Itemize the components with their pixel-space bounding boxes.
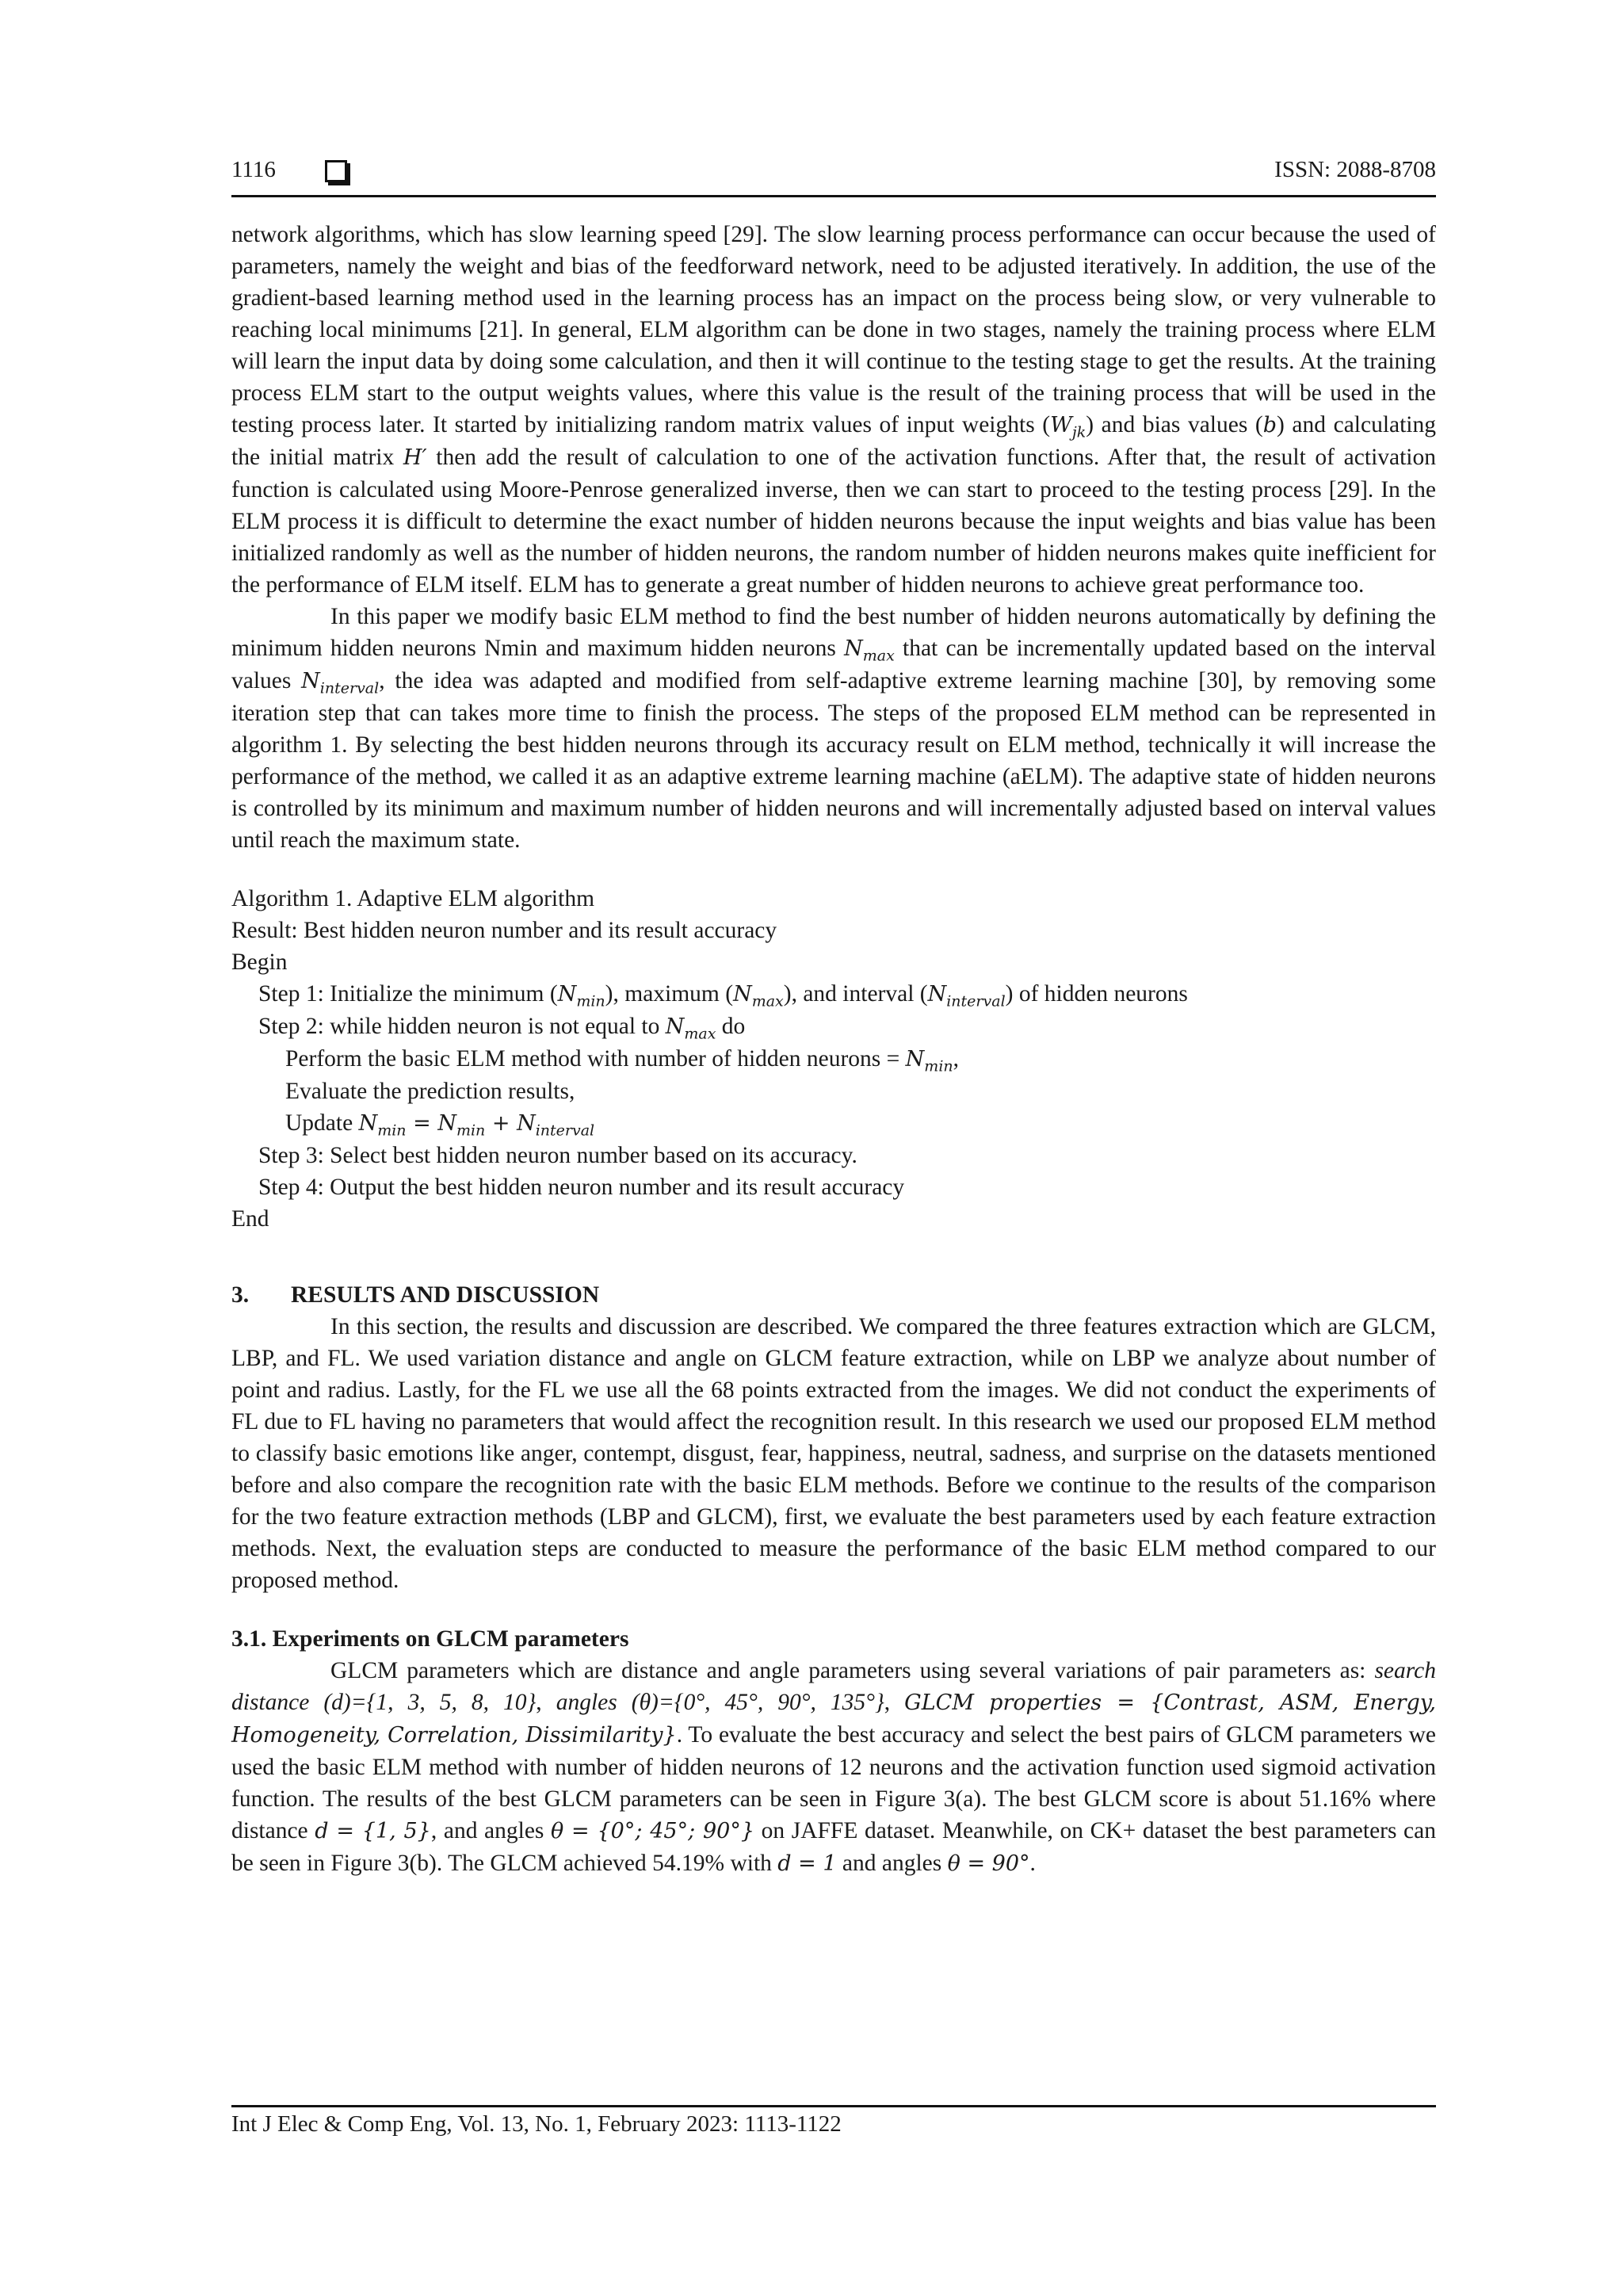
algorithm-evaluate-line: Evaluate the prediction results, bbox=[285, 1079, 575, 1104]
square-bullet-icon bbox=[325, 160, 347, 182]
footer-rule bbox=[231, 2105, 1436, 2107]
algorithm-step-1: Step 1: Initialize the minimum $(N_{min})$, maximum $(N_{max})$, and interval $(N_{interval})$ of hidden neurons bbox=[258, 981, 1188, 1010]
paragraph-aelm-proposal: In this paper we modify basic ELM method to find the best number of hidden neurons automatically by defining the minimum hidden neurons Nmin and maximum hidden neurons $N_{max}$ that can be incrementally updated based on the interval values $N_{interval}$, the idea was adapted and modified from self-adaptive extreme learning machine [30], by removing some iteration step that can takes more time to finish the process. The steps of the proposed ELM method can be represented in algorithm 1. By selecting the best hidden neurons through its accuracy result on ELM method, technically it will increase the performance of the method, we called it as an adaptive extreme learning machine (aELM). The adaptive state of hidden neurons is controlled by its minimum and maximum number of hidden neurons and will incrementally adjusted based on interval values until reach the maximum state. bbox=[231, 604, 1436, 853]
paragraph-elm-training: network algorithms, which has slow learning speed [29]. The slow learning process performance can occur because the used of parameters, namely the weight and bias of the feedforward network, need to be adjusted iteratively. In addition, the use of the gradient-based learning method used in the learning process has an impact on the process being slow, or very vulnerable to reaching local minimums [21]. In general, ELM algorithm can be done in two stages, namely the training process where ELM will learn the input data by doing some calculation, and then it will continue to the testing stage to get the results. At the training process ELM start to the output weights values, where this value is the result of the training process that will be used in the testing process later. It started by initializing random matrix values of input weights $(W_{jk})$ and bias values (b) and calculating the initial matrix H′ then add the result of calculation to one of the activation functions. After that, the result of activation function is calculated using Moore-Penrose generalized inverse, then we can start to proceed to the testing process [29]. In the ELM process it is difficult to determine the exact number of hidden neurons because the input weights and bias value has been initialized randomly as well as the number of hidden neurons, the random number of hidden neurons makes quite inefficient for the performance of ELM itself. ELM has to generate a great number of hidden neurons to achieve great performance too. bbox=[231, 222, 1437, 598]
algorithm-result: Result: Best hidden neuron number and its result accuracy bbox=[231, 918, 777, 943]
section-3-heading: 3. RESULTS AND DISCUSSION bbox=[231, 1282, 600, 1308]
footer-citation: Int J Elec & Comp Eng, Vol. 13, No. 1, February 2023: 1113-1122 bbox=[231, 2111, 842, 2137]
algorithm-title: Algorithm 1. Adaptive ELM algorithm bbox=[231, 886, 595, 911]
section-3-1-heading: 3.1. Experiments on GLCM parameters bbox=[231, 1626, 629, 1652]
algorithm-step-2: Step 2: while hidden neuron is not equal to $N_{max}$ do bbox=[258, 1014, 746, 1043]
issn: ISSN: 2088-8708 bbox=[1274, 157, 1436, 182]
paragraph-results-intro: In this section, the results and discussion are described. We compared the three features extraction which are GLCM, LBP, and FL. We used variation distance and angle on GLCM feature extraction, while on LBP we analyze about number of point and radius. Lastly, for the FL we use all the 68 points extracted from the images. We did not conduct the experiments of FL due to FL having no parameters that would affect the recognition result. In this research we used our proposed ELM method to classify basic emotions like anger, contempt, disgust, fear, happiness, neutral, sadness, and surprise on the datasets mentioned before and also compare the recognition rate with the basic ELM methods. Before we continue to the results of the comparison for the two feature extraction methods (LBP and GLCM), first, we evaluate the best parameters used by each feature extraction methods. Next, the evaluation steps are conducted to measure the performance of the basic ELM method compared to our proposed method. bbox=[231, 1314, 1436, 1593]
paragraph-glcm-parameters: GLCM parameters which are distance and angle parameters using several variations of pair parameters as: search distance (d)={1, 3, 5, 8, 10}, angles (θ)={0°, 45°, 90°, 135°}, GLCM properties = {Contrast, ASM, Energy, Homogeneity, Correlation, Dissimilarity}. To evaluate the best accuracy and select the best pairs of GLCM parameters we used the basic ELM method with number of hidden neurons of 12 neurons and the activation function used sigmoid activation function. The results of the best GLCM parameters can be seen in Figure 3(a). The best GLCM score is about 51.16% where distance d = {1, 5}, and angles θ = {0°; 45°; 90°} on JAFFE dataset. Meanwhile, on CK+ dataset the best parameters can be seen in Figure 3(b). The GLCM achieved 54.19% with d = 1 and angles θ = 90°. bbox=[231, 1658, 1437, 1876]
page-number: 1116 bbox=[231, 157, 276, 182]
algorithm-step-4: Step 4: Output the best hidden neuron number and its result accuracy bbox=[258, 1175, 905, 1200]
algorithm-1 bbox=[231, 883, 1436, 1235]
header-rule bbox=[231, 195, 1436, 197]
page-body bbox=[231, 219, 1436, 1880]
algorithm-end: End bbox=[231, 1206, 269, 1232]
algorithm-begin: Begin bbox=[231, 949, 288, 975]
algorithm-step-3: Step 3: Select best hidden neuron number based on its accuracy. bbox=[258, 1143, 857, 1168]
algorithm-perform-line: Perform the basic ELM method with number of hidden neurons = $N_{min}$, bbox=[285, 1046, 960, 1075]
algorithm-update-line: Update $N_{min} = N_{min} + N_{interval}$ bbox=[285, 1110, 595, 1140]
page-header bbox=[231, 152, 1436, 190]
